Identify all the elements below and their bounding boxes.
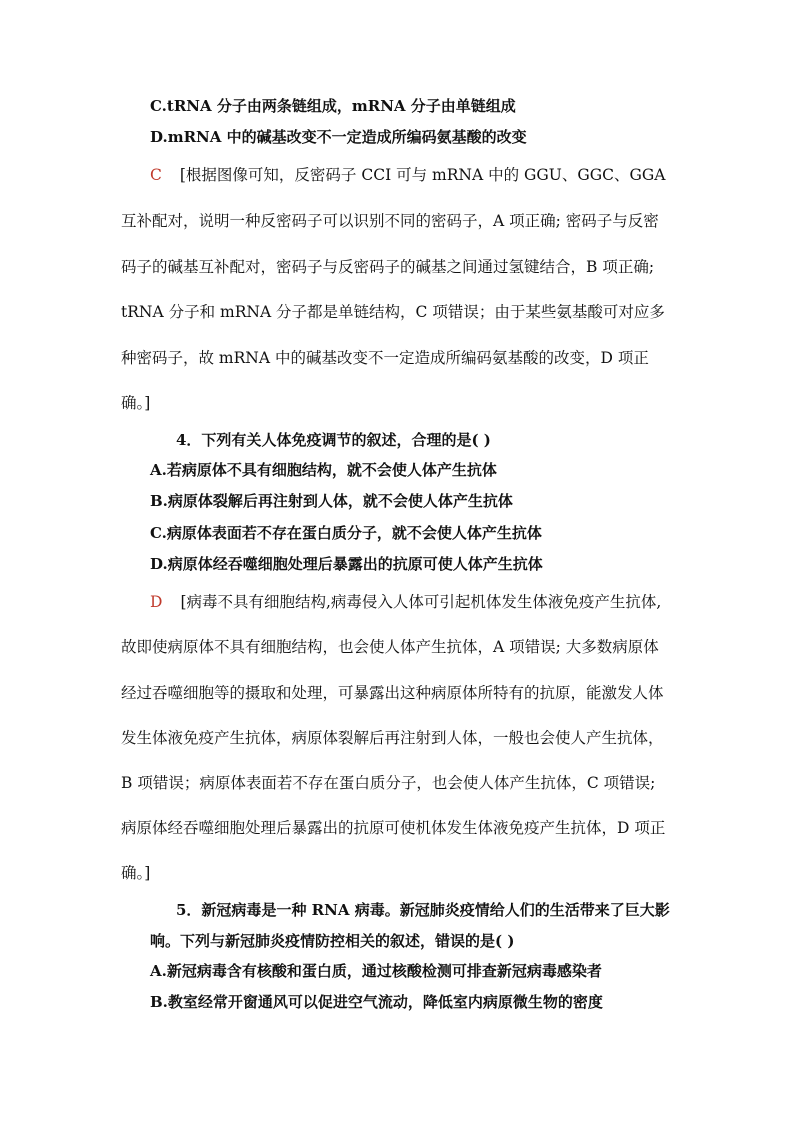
q4-explanation-line: 发生体液免疫产生抗体，病原体裂解后再注射到人体，一般也会使人产生抗体， — [121, 729, 664, 747]
q4-explanation-line: 病原体经吞噬细胞处理后暴露出的抗原可使机体发生体液免疫产生抗体，D 项正 — [121, 819, 666, 837]
q3-explanation-line: 确。] — [121, 394, 151, 412]
q4-explanation-line — [150, 592, 661, 612]
q4-option-c: C.病原体表面若不存在蛋白质分子，就不会使人体产生抗体 — [150, 524, 542, 542]
q5-stem-line: 5．新冠病毒是一种 RNA 病毒。新冠肺炎疫情给人们的生活带来了巨大影 — [176, 901, 670, 919]
q3-explanation-line: 互补配对，说明一种反密码子可以识别不同的密码子，A 项正确; 密码子与反密 — [121, 212, 659, 230]
q3-option-d: D.mRNA 中的碱基改变不一定造成所编码氨基酸的改变 — [150, 128, 527, 146]
q3-explanation-line: tRNA 分子和 mRNA 分子都是单链结构，C 项错误；由于某些氨基酸可对应多 — [121, 303, 665, 321]
q3-explanation-line: 种密码子，故 mRNA 中的碱基改变不一定造成所编码氨基酸的改变，D 项正 — [121, 349, 649, 367]
q4-explanation-line: 故即使病原体不具有细胞结构，也会使人体产生抗体，A 项错误; 大多数病原体 — [121, 638, 659, 656]
q4-option-d: D.病原体经吞噬细胞处理后暴露出的抗原可使人体产生抗体 — [150, 555, 543, 573]
q4-stem: 4．下列有关人体免疫调节的叙述，合理的是( ) — [176, 431, 491, 449]
q4-explanation-line: 确。] — [121, 864, 151, 882]
q3-explanation-line — [150, 165, 665, 185]
q3-answer-key: C — [150, 166, 162, 184]
q4-answer-key: D — [150, 593, 163, 611]
q5-option-b: B.教室经常开窗通风可以促进空气流动，降低室内病原微生物的密度 — [150, 993, 603, 1011]
q5-stem-line: 响。下列与新冠肺炎疫情防控相关的叙述，错误的是( ) — [150, 932, 515, 950]
q4-explanation-line: B 项错误；病原体表面若不存在蛋白质分子，也会使人体产生抗体，C 项错误; — [121, 774, 656, 792]
q4-explanation-line: 经过吞噬细胞等的摄取和处理，可暴露出这种病原体所特有的抗原，能激发人体 — [121, 684, 664, 702]
q4-option-a: A.若病原体不具有细胞结构，就不会使人体产生抗体 — [150, 461, 497, 479]
q3-explanation-text: [根据图像可知，反密码子 CCI 可与 mRNA 中的 GGU、GGC、GGA — [179, 166, 666, 184]
q4-explanation-text: [病毒不具有细胞结构,病毒侵入人体可引起机体发生体液免疫产生抗体, — [180, 593, 662, 611]
q3-explanation-line: 码子的碱基互补配对，密码子与反密码子的碱基之间通过氢键结合，B 项正确; — [121, 258, 655, 276]
q5-option-a: A.新冠病毒含有核酸和蛋白质，通过核酸检测可排查新冠病毒感染者 — [150, 962, 602, 980]
q3-option-c: C.tRNA 分子由两条链组成，mRNA 分子由单链组成 — [150, 97, 516, 115]
q4-option-b: B.病原体裂解后再注射到人体，就不会使人体产生抗体 — [150, 492, 513, 510]
